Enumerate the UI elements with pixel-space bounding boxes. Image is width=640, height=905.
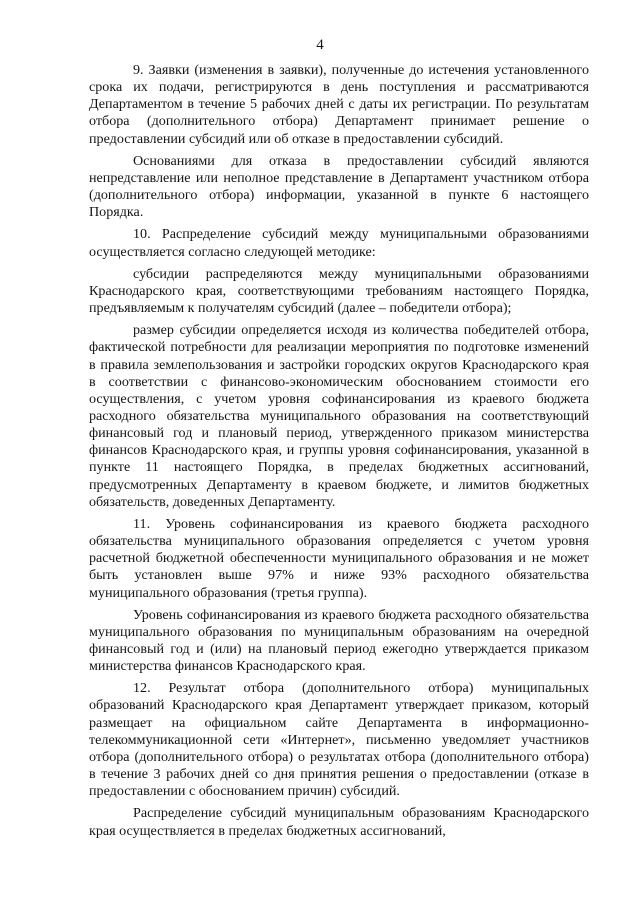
paragraph-subsidy-amount: размер субсидии определяется исходя из количества победителей отбора, фактической потребности для реализации мероприятия по подготовке изменений в правила землепользования и застройки городских округов Краснодарского края в соответствии с финансово-экономическим обоснованием стоимости его осуществления, с учетом уровня софинансирования из краевого бюджета расходного обязательства муниципального образования на соответствующий финансовый год и плановый период, утвержденного приказом министерства финансов Краснодарского края, и группы уровня софинансирования, указанной в пункте 11 настоящего Порядка, в пределах бюджетных ассигнований, предусмотренных Департаменту в краевом бюджете, и лимитов бюджетных обязательств, доведенных Департаменту. <box>89 322 589 510</box>
paragraph-10-distribution: 10. Распределение субсидий между муниципальными образованиями осуществляется согласно следующей методике: <box>89 226 589 260</box>
paragraph-12-selection-result: 12. Результат отбора (дополнительного отбора) муниципальных образований Краснодарского края Департамент утверждает приказом, который размещает на официальном сайте Департамента в информационно-телекоммуникационной сети «Интернет», письменно уведомляет участников отбора (дополнительного отбора) о результатах отбора (дополнительного отбора) в течение 3 рабочих дней со дня принятия решения о предоставлении (отказе в предоставлении с обоснованием причин) субсидий. <box>89 680 589 800</box>
page-number: 4 <box>316 37 324 53</box>
paragraph-distribution-limits: Распределение субсидий муниципальным образованиям Краснодарского края осуществляется в пределах бюджетных ассигнований, <box>89 805 589 839</box>
paragraph-refusal-grounds: Основаниями для отказа в предоставлении субсидий являются непредставление или неполное представление в Департамент участником отбора (дополнительного отбора) информации, указанной в пункте 6 настоящего Порядка. <box>89 152 589 221</box>
paragraph-11-cofinancing-level: 11. Уровень софинансирования из краевого бюджета расходного обязательства муниципального образования определяется с учетом уровня расчетной бюджетной обеспеченности муниципального образования и не может быть установлен выше 97% и ниже 93% расходного обязательства муниципального образования (третья группа). <box>89 515 589 601</box>
paragraph-selection-winners: субсидии распределяются между муниципальными образованиями Краснодарского края, соответствующими требованиям настоящего Порядка, предъявляемым к получателям субсидий (далее – победители отбора); <box>89 265 589 317</box>
paragraph-annual-cofinancing: Уровень софинансирования из краевого бюджета расходного обязательства муниципального образования по муниципальным образованиям на очередной финансовый год и (или) на плановый период ежегодно утверждается приказом министерства финансов Краснодарского края. <box>89 606 589 675</box>
document-body <box>89 62 589 840</box>
paragraph-9-applications: 9. Заявки (изменения в заявки), полученные до истечения установленного срока их подачи, регистрируются в день поступления и рассматриваются Департаментом в течение 5 рабочих дней с даты их регистрации. По результатам отбора (дополнительного отбора) Департамент принимает решение о предоставлении субсидий или об отказе в предоставлении субсидий. <box>89 62 589 147</box>
